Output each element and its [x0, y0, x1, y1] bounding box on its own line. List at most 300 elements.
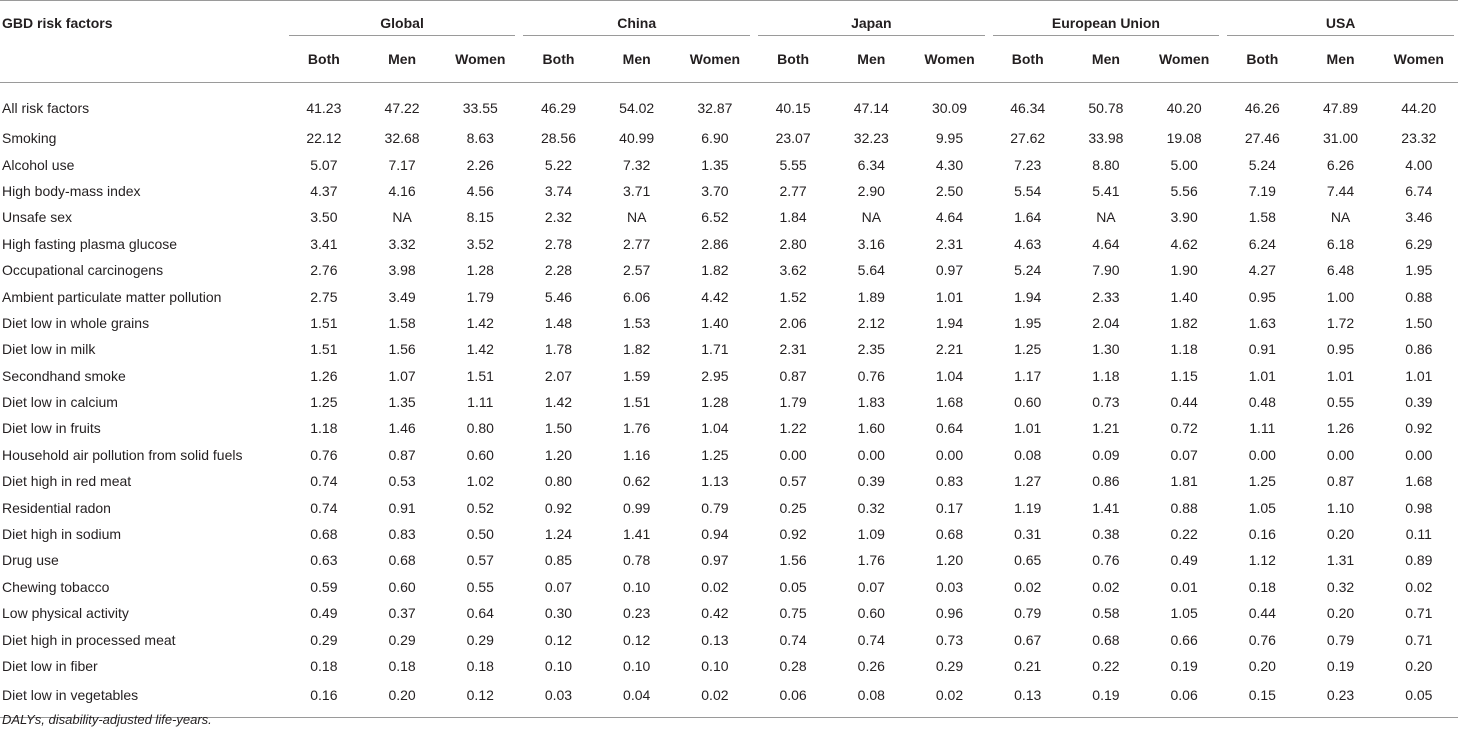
table-cell: 4.16 [388, 182, 416, 199]
subheader-both: Both [1223, 39, 1301, 83]
subheader-both: Both [989, 39, 1067, 83]
table-cell: 1.28 [466, 262, 494, 279]
table-cell: 1.05 [1170, 605, 1198, 622]
table-row [0, 125, 1458, 151]
table-cell: 46.34 [1010, 100, 1046, 116]
row-label: Diet low in fruits [2, 420, 101, 437]
table-cell: 3.32 [388, 235, 416, 252]
table-cell: 0.60 [466, 446, 494, 463]
table-cell: 1.51 [466, 367, 494, 384]
table-cell: 1.95 [1405, 262, 1433, 279]
table-cell: 6.29 [1405, 235, 1433, 252]
table-cell: 2.78 [544, 235, 573, 252]
table-cell: 1.76 [623, 420, 651, 437]
table-cell: 4.63 [1014, 235, 1042, 252]
row-label: Diet high in sodium [2, 526, 122, 543]
table-cell: 0.01 [1170, 578, 1198, 595]
table-cell: 2.06 [779, 314, 807, 331]
row-label: Household air pollution from solid fuels [2, 446, 243, 463]
table-cell: 0.72 [1170, 420, 1198, 437]
table-cell: 0.86 [1092, 473, 1120, 490]
table-cell: 1.68 [1405, 473, 1433, 490]
table-cell: 1.63 [1248, 314, 1276, 331]
row-label: Diet low in milk [2, 341, 96, 358]
table-cell: 0.10 [701, 658, 729, 674]
table-cell: 0.97 [935, 262, 964, 279]
table-cell: 2.86 [701, 235, 729, 252]
table-cell: 0.03 [544, 687, 573, 704]
table-cell: 0.76 [857, 367, 885, 384]
table-cell: 0.64 [466, 605, 494, 622]
row-label: Chewing tobacco [2, 578, 110, 595]
table-cell: 0.19 [1092, 687, 1120, 704]
table-cell: 1.25 [701, 446, 729, 463]
table-cell: 1.20 [544, 446, 573, 463]
table-cell: 0.20 [1405, 658, 1433, 674]
table-cell: 1.53 [623, 314, 651, 331]
row-label: Occupational carcinogens [2, 262, 164, 279]
table-cell: 6.24 [1248, 235, 1276, 252]
table-cell: 1.05 [1248, 499, 1276, 516]
table-cell: 0.32 [1326, 578, 1355, 595]
table-cell: 3.98 [388, 262, 416, 279]
table-cell: 0.00 [1405, 446, 1433, 463]
table-cell: 0.19 [1170, 658, 1198, 674]
table-cell: 1.22 [779, 420, 807, 437]
table-cell: 47.89 [1323, 100, 1359, 116]
table-cell: 0.20 [1248, 658, 1276, 674]
table-cell: 0.64 [935, 420, 964, 437]
table-cell: 0.12 [544, 631, 573, 648]
table-cell: 3.90 [1170, 209, 1198, 226]
table-cell: 2.26 [466, 156, 494, 173]
table-cell: 7.17 [388, 156, 416, 173]
row-label: Diet low in vegetables [2, 687, 139, 704]
table-cell: 0.80 [544, 473, 573, 490]
subheader-women: Women [1380, 39, 1458, 83]
table-cell: 0.29 [466, 631, 494, 648]
table-cell: 1.82 [701, 262, 729, 279]
table-cell: 0.79 [1014, 605, 1042, 622]
table-cell: 41.23 [306, 100, 342, 116]
table-cell: 0.50 [466, 526, 494, 543]
table-cell: 1.42 [466, 314, 494, 331]
table-cell: 0.68 [1092, 631, 1120, 648]
table-cell: 40.20 [1166, 100, 1202, 116]
table-cell: 0.67 [1014, 631, 1042, 648]
table-cell: 5.00 [1170, 156, 1198, 173]
table-cell: 0.08 [1014, 446, 1042, 463]
table-cell: 0.97 [701, 552, 729, 569]
table-cell: 0.57 [466, 552, 494, 569]
table-cell: 0.62 [623, 473, 651, 490]
table-cell: 1.25 [1248, 473, 1276, 490]
table-cell: 1.81 [1170, 473, 1198, 490]
table-cell: 1.19 [1014, 499, 1042, 516]
table-cell: 0.20 [1326, 526, 1355, 543]
subheader-women: Women [910, 39, 988, 83]
table-cell: NA [392, 209, 412, 226]
group-header-global: Global [285, 1, 520, 39]
table-cell: 0.73 [935, 631, 964, 648]
row-label: Diet low in fiber [2, 658, 98, 674]
table-cell: 1.20 [935, 552, 964, 569]
table-cell: 1.94 [935, 314, 964, 331]
table-cell: 8.15 [466, 209, 494, 226]
table-cell: 1.40 [1170, 288, 1198, 305]
table-cell: 5.56 [1170, 182, 1198, 199]
table-cell: 0.80 [466, 420, 494, 437]
table-row [0, 574, 1458, 600]
table-cell: 47.14 [853, 100, 889, 116]
table-cell: 0.12 [466, 687, 494, 704]
table-cell: 46.29 [540, 100, 576, 116]
table-cell: 1.31 [1326, 552, 1355, 569]
table-cell: 4.27 [1248, 262, 1276, 279]
table-cell: 1.35 [388, 394, 416, 411]
table-cell: 1.01 [1248, 367, 1276, 384]
table-cell: 0.95 [1326, 341, 1355, 358]
table-cell: 4.37 [310, 182, 338, 199]
table-cell: NA [861, 209, 882, 226]
table-cell: 28.56 [540, 130, 576, 147]
table-cell: 4.62 [1170, 235, 1198, 252]
table-cell: 0.83 [388, 526, 416, 543]
table-cell: 0.22 [1170, 526, 1198, 543]
table-cell: 1.27 [1014, 473, 1042, 490]
table-cell: 0.22 [1092, 658, 1120, 674]
table-cell: 1.11 [467, 394, 494, 411]
table-cell: 4.00 [1405, 156, 1433, 173]
table-cell: 1.11 [1249, 420, 1276, 437]
table-cell: 0.13 [701, 631, 729, 648]
table-cell: 1.46 [388, 420, 416, 437]
table-cell: 0.87 [1326, 473, 1355, 490]
table-cell: 6.18 [1326, 235, 1355, 252]
table-cell: 1.30 [1092, 341, 1120, 358]
table-cell: NA [1330, 209, 1351, 226]
table-cell: 30.09 [931, 100, 968, 116]
table-cell: 47.22 [384, 100, 420, 116]
table-cell: 0.68 [935, 526, 964, 543]
table-row [0, 257, 1458, 283]
table-cell: 0.66 [1170, 631, 1198, 648]
table-cell: 1.94 [1014, 288, 1042, 305]
row-label: Unsafe sex [2, 209, 73, 226]
table-row [0, 547, 1458, 573]
table-cell: 0.02 [1092, 578, 1120, 595]
table-cell: 0.92 [544, 499, 573, 516]
table-cell: 2.90 [857, 182, 885, 199]
table-cell: 0.00 [779, 446, 807, 463]
subheader-men: Men [1067, 39, 1145, 83]
table-cell: 0.32 [857, 499, 885, 516]
table-cell: 0.29 [310, 631, 338, 648]
table-cell: 0.06 [779, 687, 807, 704]
table-cell: 31.00 [1323, 130, 1359, 147]
table-cell: 2.57 [623, 262, 651, 279]
table-cell: 2.77 [623, 235, 651, 252]
table-cell: 1.90 [1170, 262, 1198, 279]
table-cell: 7.90 [1092, 262, 1120, 279]
table-row [0, 679, 1458, 718]
subheader-both: Both [754, 39, 832, 83]
subheader-women: Women [1145, 39, 1223, 83]
table-cell: 1.01 [935, 288, 964, 305]
table-cell: 6.34 [857, 156, 885, 173]
table-cell: 1.48 [544, 314, 573, 331]
table-cell: 19.08 [1166, 130, 1202, 147]
table-cell: 1.01 [1405, 367, 1433, 384]
table-cell: 2.80 [779, 235, 807, 252]
table-cell: 2.31 [935, 235, 964, 252]
table-cell: 5.07 [310, 156, 338, 173]
table-cell: 2.50 [935, 182, 964, 199]
table-cell: 1.78 [544, 341, 573, 358]
table-cell: 0.58 [1092, 605, 1120, 622]
table-cell: 0.85 [544, 552, 573, 569]
table-cell: 1.09 [857, 526, 885, 543]
group-header-usa: USA [1223, 1, 1458, 39]
table-cell: 0.60 [1014, 394, 1042, 411]
table-cell: 6.26 [1326, 156, 1355, 173]
table-body [0, 83, 1458, 718]
table-cell: 0.10 [623, 658, 651, 674]
table-cell: 0.83 [935, 473, 964, 490]
table-cell: 0.09 [1092, 446, 1120, 463]
table-cell: 0.98 [1405, 499, 1433, 516]
table-cell: 0.10 [544, 658, 573, 674]
group-header-eu: European Union [989, 1, 1224, 39]
table-cell: 0.76 [1248, 631, 1276, 648]
table-row [0, 653, 1458, 679]
subheader-both: Both [519, 39, 597, 83]
table-cell: 0.38 [1092, 526, 1120, 543]
table-cell: 0.59 [310, 578, 338, 595]
table-cell: 6.74 [1405, 182, 1433, 199]
table-cell: 0.73 [1092, 394, 1120, 411]
table-cell: 7.19 [1248, 182, 1276, 199]
table-cell: 0.16 [310, 687, 338, 704]
table-cell: 6.52 [701, 209, 729, 226]
table-cell: 1.59 [623, 367, 651, 384]
row-label: Residential radon [2, 499, 111, 516]
table-cell: 4.42 [701, 288, 729, 305]
table-cell: 2.76 [310, 262, 338, 279]
table-cell: 1.12 [1248, 552, 1276, 569]
table-cell: 0.07 [1170, 446, 1198, 463]
table-cell: 32.23 [853, 130, 889, 147]
table-cell: 5.24 [1014, 262, 1042, 279]
table-cell: 0.23 [1326, 687, 1355, 704]
table-cell: 2.07 [544, 367, 573, 384]
table-cell: 0.16 [1248, 526, 1276, 543]
table-cell: 46.26 [1244, 100, 1280, 116]
table-cell: 0.57 [779, 473, 807, 490]
table-cell: 1.51 [310, 341, 338, 358]
row-label: Ambient particulate matter pollution [2, 288, 222, 305]
table-cell: 1.68 [935, 394, 964, 411]
subheader-women: Women [441, 39, 519, 83]
row-label: Diet low in whole grains [2, 314, 150, 331]
subheader-both: Both [285, 39, 363, 83]
table-cell: 0.63 [310, 552, 338, 569]
table-cell: 0.71 [1405, 631, 1433, 648]
label-column-header: GBD risk factors [2, 15, 113, 31]
table-cell: 1.79 [466, 288, 494, 305]
table-cell: 8.63 [466, 130, 494, 147]
row-label: Secondhand smoke [2, 367, 126, 384]
table-cell: 0.88 [1405, 288, 1433, 305]
table-cell: 2.21 [935, 341, 964, 358]
table-cell: 0.49 [310, 605, 338, 622]
row-label: Diet low in calcium [2, 394, 118, 411]
table-cell: 0.48 [1248, 394, 1276, 411]
table-cell: 1.40 [701, 314, 729, 331]
table-cell: 2.28 [544, 262, 573, 279]
table-cell: 3.46 [1405, 209, 1433, 226]
table-cell: 2.31 [779, 341, 807, 358]
table-cell: 0.23 [623, 605, 651, 622]
subheader-men: Men [598, 39, 676, 83]
table-cell: 1.01 [1326, 367, 1355, 384]
table-cell: 0.65 [1014, 552, 1042, 569]
table-cell: 0.11 [1405, 526, 1432, 543]
table-cell: 2.75 [310, 288, 338, 305]
table-cell: 0.52 [466, 499, 494, 516]
table-row [0, 363, 1458, 389]
table-cell: 0.55 [1326, 394, 1355, 411]
table-cell: 0.26 [857, 658, 885, 674]
table-cell: 0.71 [1405, 605, 1433, 622]
table-cell: 0.74 [857, 631, 885, 648]
table-cell: 6.48 [1326, 262, 1355, 279]
row-label: All risk factors [2, 100, 90, 116]
table-cell: 1.15 [1170, 367, 1198, 384]
table-row [0, 494, 1458, 520]
table-cell: 0.86 [1405, 341, 1433, 358]
table-cell: 0.39 [857, 473, 885, 490]
table-cell: 1.04 [935, 367, 964, 384]
table-cell: 23.32 [1401, 130, 1437, 147]
table-cell: 4.30 [935, 156, 964, 173]
table-cell: 1.51 [623, 394, 651, 411]
table-cell: 0.29 [935, 658, 964, 674]
table-cell: 1.60 [857, 420, 885, 437]
table-cell: 5.54 [1014, 182, 1042, 199]
table-cell: 1.26 [310, 367, 338, 384]
table-cell: 2.12 [857, 314, 885, 331]
table-cell: 0.37 [388, 605, 416, 622]
table-header [0, 1, 1458, 83]
table-cell: NA [626, 209, 647, 226]
table-cell: 1.71 [701, 341, 729, 358]
table-row [0, 283, 1458, 309]
table-cell: 0.94 [701, 526, 729, 543]
table-cell: 5.22 [544, 156, 573, 173]
table-cell: 1.18 [1170, 341, 1198, 358]
table-cell: 4.64 [935, 209, 964, 226]
table-cell: 8.80 [1092, 156, 1120, 173]
table-cell: 0.00 [857, 446, 885, 463]
row-label: Low physical activity [2, 605, 129, 622]
table-cell: 0.76 [1092, 552, 1120, 569]
table-cell: 2.32 [544, 209, 573, 226]
table-cell: 0.95 [1248, 288, 1276, 305]
table-cell: 0.88 [1170, 499, 1198, 516]
table-row [0, 83, 1458, 126]
table-cell: 1.50 [1405, 314, 1433, 331]
table-cell: 0.92 [1405, 420, 1433, 437]
table-cell: 0.49 [1170, 552, 1198, 569]
group-header-row [0, 1, 1458, 39]
table-cell: 1.84 [779, 209, 807, 226]
table-cell: 1.18 [310, 420, 338, 437]
table-cell: 3.16 [857, 235, 885, 252]
table-cell: 0.18 [466, 658, 494, 674]
table-cell: 0.91 [1248, 341, 1276, 358]
table-row [0, 336, 1458, 362]
table-cell: 0.18 [1248, 578, 1276, 595]
table-cell: 1.82 [1170, 314, 1198, 331]
table-cell: 0.74 [310, 473, 338, 490]
table-cell: 1.89 [857, 288, 885, 305]
table-cell: 0.92 [779, 526, 807, 543]
table-cell: 0.02 [701, 578, 729, 595]
table-cell: 1.83 [857, 394, 885, 411]
table-cell: 0.00 [1248, 446, 1276, 463]
table-cell: 0.42 [701, 605, 729, 622]
table-cell: 1.95 [1014, 314, 1042, 331]
table-cell: 0.25 [779, 499, 807, 516]
table-cell: 0.91 [388, 499, 416, 516]
table-cell: 1.04 [701, 420, 729, 437]
table-cell: 1.10 [1326, 499, 1355, 516]
table-cell: 1.42 [466, 341, 494, 358]
table-cell: 0.03 [935, 578, 964, 595]
table-cell: 5.24 [1248, 156, 1276, 173]
table-cell: 1.82 [623, 341, 651, 358]
table-cell: 2.95 [701, 367, 729, 384]
table-cell: 1.24 [544, 526, 573, 543]
table-cell: 0.07 [544, 578, 573, 595]
table-cell: 0.18 [388, 658, 416, 674]
table-cell: 5.46 [544, 288, 573, 305]
table-cell: 5.64 [857, 262, 885, 279]
table-cell: 1.56 [779, 552, 807, 569]
table-cell: 0.79 [1326, 631, 1355, 648]
table-cell: 0.00 [935, 446, 964, 463]
table-cell: 32.68 [384, 130, 420, 147]
table-cell: 3.71 [623, 182, 651, 199]
table-cell: 0.31 [1014, 526, 1042, 543]
table-cell: 0.74 [779, 631, 807, 648]
table-cell: 0.68 [310, 526, 338, 543]
table-cell: 0.10 [623, 578, 651, 595]
table-cell: 0.87 [388, 446, 416, 463]
subheader-men: Men [832, 39, 910, 83]
table-cell: 5.55 [779, 156, 807, 173]
table-cell: 0.87 [779, 367, 807, 384]
table-cell: 0.76 [310, 446, 338, 463]
table-cell: 9.95 [935, 130, 964, 147]
table-cell: 0.20 [1326, 605, 1355, 622]
table-cell: 3.74 [544, 182, 573, 199]
table-cell: 1.28 [701, 394, 729, 411]
table-cell: 3.62 [779, 262, 807, 279]
table-cell: 1.56 [388, 341, 416, 358]
table-cell: 2.33 [1092, 288, 1120, 305]
